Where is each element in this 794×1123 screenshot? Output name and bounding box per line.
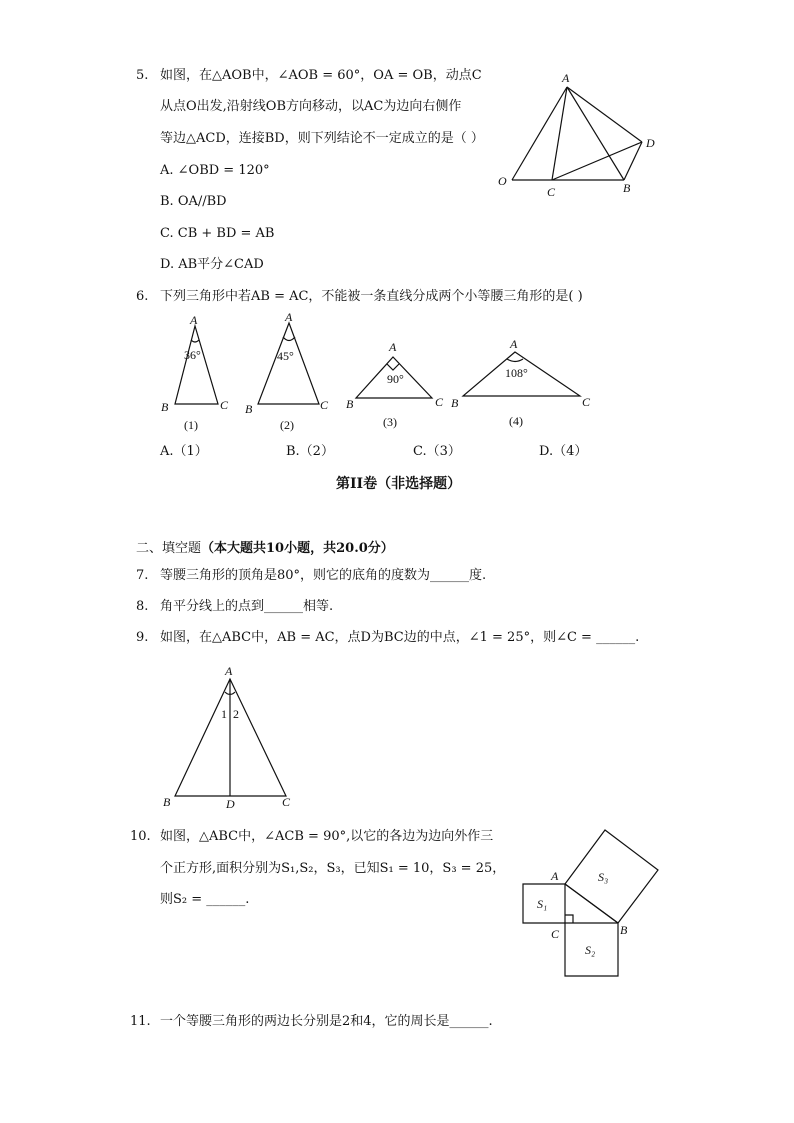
triangle-1 [175,326,218,404]
label-a: A [225,664,233,678]
segment-oa [512,87,567,180]
tri4-angle: 108° [505,366,528,380]
segment-ab [565,884,618,923]
label-s3: S₃ [598,870,609,884]
tri4-label-a: A [510,337,518,351]
label-c: C [547,185,556,199]
label-c: C [551,927,560,941]
tri1-angle: 36° [184,348,201,362]
section-title [136,537,394,556]
tri3-label-b: B [346,397,354,411]
tri3-caption: (3) [383,415,397,429]
question-text: 个正方形,面积分别为S₁,S₂，S₃，已知S₁ = 10，S₃ = 25， [160,861,506,876]
question-text: 一个等腰三角形的两边长分别是2和4，它的周长是______. [160,1014,493,1029]
section-detail: （本大题共10小题，共20.0分） [201,541,394,556]
section-prefix: 二、填空题 [136,541,202,556]
question-text: 从点O出发,沿射线OB方向移动，以AC为边向右侧作 [160,99,462,114]
tri1-label-c: C [220,398,229,412]
triangle-4 [463,352,580,396]
tri3-label-a: A [389,340,397,354]
option-d: D. AB平分∠CAD [160,257,264,272]
question-text: 角平分线上的点到______相等. [160,599,334,614]
question-number: 11. [130,1014,151,1029]
segment-cd [552,142,642,180]
option-c: C.（3） [413,444,461,459]
segment-ad [567,87,642,142]
question-text: 等腰三角形的顶角是80°，则它的底角的度数为______度. [160,568,487,583]
question-text: 则S₂ = ______. [160,892,250,907]
question-text: 如图，△ABC中，∠ACB = 90°,以它的各边为边向外作三 [160,829,494,844]
angle-arc-1 [225,692,230,694]
question-number: 7. [136,568,149,583]
part-title: 第II卷（非选择题） [336,476,462,492]
tri2-caption: (2) [280,418,294,432]
option-b: B.（2） [286,444,334,459]
tri2-angle: 45° [277,349,294,363]
label-s1: S₁ [537,897,548,911]
right-angle-mark [565,915,573,923]
tri1-caption: (1) [184,418,198,432]
label-d: D [646,136,655,150]
angle-arc-2 [230,692,235,694]
option-c: C. CB + BD = AB [160,226,275,241]
question-number: 6. [136,289,149,304]
segment-ac [552,87,567,180]
label-d: D [226,797,235,811]
segment-bd [624,142,642,180]
tri4-label-b: B [451,396,459,410]
square-s1 [523,884,565,923]
tri2-label-c: C [320,398,329,412]
label-a: A [562,71,570,85]
angle-label-2: 2 [233,707,239,721]
question-number: 10. [130,829,151,844]
square-s2 [565,923,618,976]
question-text: 如图，在△ABC中，AB = AC，点D为BC边的中点，∠1 = 25°，则∠C = ______. [160,630,640,645]
triangle-2 [258,323,319,404]
question-text: 下列三角形中若AB = AC，不能被一条直线分成两个小等腰三角形的是( ) [160,289,583,304]
label-b: B [163,795,171,809]
label-b: B [620,923,628,937]
segment-ab [567,87,624,180]
question-number: 8. [136,599,149,614]
angle-arc-2 [283,337,295,341]
angle-label-1: 1 [221,707,227,721]
label-s2: S₂ [585,943,596,957]
question-text: 如图，在△AOB中，∠AOB = 60°，OA = OB，动点C [160,68,482,83]
tri2-label-b: B [245,402,253,416]
angle-arc-4 [507,359,523,362]
option-a: A.（1） [160,444,208,459]
angle-arc-1 [191,340,199,342]
square-s3 [565,830,658,923]
triangle-3 [356,357,432,398]
tri3-angle: 90° [387,372,404,386]
tri1-label-a: A [190,313,198,327]
question-number: 9. [136,630,149,645]
tri4-caption: (4) [509,414,523,428]
tri4-label-c: C [582,395,591,409]
option-a: A. ∠OBD = 120° [160,163,270,178]
tri2-label-a: A [285,310,293,324]
triangle-abc [175,679,286,796]
right-angle-mark [387,364,399,370]
label-o: O [498,174,507,188]
option-d: D.（4） [539,444,588,459]
option-b: B. OA//BD [160,194,227,209]
label-c: C [282,795,291,809]
label-a: A [551,869,559,883]
tri1-label-b: B [161,400,169,414]
question-text: 等边△ACD，连接BD，则下列结论不一定成立的是（ ） [160,131,484,146]
label-b: B [623,181,631,195]
tri3-label-c: C [435,395,444,409]
question-number: 5. [136,68,149,83]
